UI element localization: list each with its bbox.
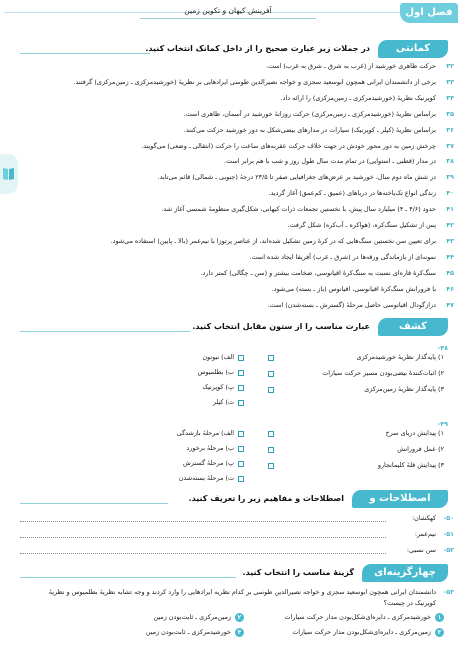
- definition-term: سن نسبی:: [406, 546, 436, 554]
- section-title: در جملات زیر عبارت صحیح را از داخل کمانک انتخاب کنید.: [145, 44, 370, 53]
- chapter-tab: فصل اول: [400, 3, 458, 23]
- statement-number: ۳۷: [446, 141, 454, 150]
- option-number-badge[interactable]: ۳: [435, 628, 444, 637]
- option-text[interactable]: زمین‌مرکزی ـ ثابت‌بودن زمین: [153, 613, 231, 621]
- matching-left-item: ۲) اثبات‌کنندهٔ بیضی‌بودن مسیر حرکت سیارات: [322, 369, 444, 377]
- statement-number: ۳۶: [446, 125, 454, 134]
- matching-left-item: ۲) عمل فرورانش: [397, 445, 444, 453]
- statement-number: ۳۸: [446, 157, 454, 166]
- statement-text: حرکت ظاهری خورشید از (غرب به شرق ـ شرق به غرب) است.: [265, 62, 436, 70]
- section-rule: [20, 503, 168, 504]
- option-text[interactable]: زمین‌مرکزی ـ دایره‌ای‌شکل‌بودن مدار حرکت سیارات: [292, 628, 431, 636]
- chapter-title: آفرینش کیهان و تکوین زمین: [140, 4, 316, 18]
- statement-number: ۴۷: [446, 300, 454, 309]
- matching-left-item: ۳) پایه‌گذار نظریهٔ زمین‌مرکزی: [364, 385, 444, 393]
- question-text-cont: کوپرنیک در چیست؟: [383, 599, 436, 607]
- statement-text: برخی از دانشمندان ایرانی همچون ابوسعید سجزی و خواجه نصیرالدین طوسی ایرادهایی بر نظریهٔ (خورشیدمرکزی ـ زمین‌مرکزی) گرفتند.: [73, 77, 436, 86]
- section-rule: [20, 577, 236, 578]
- statement-text: کوپرنیک نظریهٔ (خورشیدمرکزی ـ زمین‌مرکزی) را ارائه داد.: [280, 93, 436, 102]
- section-badge: اصطلاحات و تعاریف: [352, 490, 448, 508]
- statement-text: زندگی انواع تک‌یاخته‌ها در دریاهای (عمیق ـ کم‌عمق) آغاز گردید.: [268, 189, 436, 198]
- section-rule: [20, 53, 150, 54]
- book-icon: [2, 166, 15, 182]
- option-text[interactable]: خورشیدمرکزی ـ ثابت‌بودن زمین: [145, 628, 231, 636]
- option-text[interactable]: خورشیدمرکزی ـ دایره‌ای‌شکل‌بودن مدار حرکت سیارات: [284, 613, 431, 621]
- statement-text: با فرورانش سنگ‌کرهٔ اقیانوسی، اقیانوس (باز ـ بسته) می‌شود.: [271, 284, 436, 293]
- matching-right-item: پ) کوپرنیک: [202, 383, 234, 391]
- matching-right-item: الف) مرحلهٔ بازشدگی: [176, 429, 234, 437]
- question-number: ۴۸-: [437, 344, 448, 352]
- statement-text: براساس نظریهٔ (کپلر ـ کوپرنیک) سیارات در مدارهای بیضی‌شکل به دور خورشید حرکت می‌کنند.: [183, 125, 436, 134]
- section-title: عبارت مناسب را از ستون مقابل انتخاب کنید.: [192, 322, 370, 331]
- answer-checkbox[interactable]: [238, 355, 244, 361]
- statement-text: چرخش زمین به دور محور خودش در جهت خلاف حرکت عقربه‌های ساعت را حرکت (انتقالی ـ وضعی) می‌گویند.: [141, 141, 436, 150]
- section-banner-multiple-choice: [20, 564, 448, 582]
- statement-text: دراز‌گودال اقیانوسی حاصل مرحلهٔ (گسترش ـ بسته‌شدن) است.: [267, 300, 436, 309]
- matching-left-item: ۱) پایه‌گذار نظریهٔ خورشیدمرکزی: [356, 353, 444, 361]
- section-title: گزینهٔ مناسب را انتخاب کنید.: [242, 568, 354, 577]
- statement-text: براساس نظریهٔ (خورشیدمرکزی ـ زمین‌مرکزی) حرکت روزانهٔ خورشید در آسمان، ظاهری است.: [183, 109, 436, 118]
- statement-text: در شش ماه دوم سال، خورشید بر عرض‌های جغرافیایی صفر تا ۲۳/۵ درجهٔ (جنوبی ـ شمالی) قائم می‌تابد.: [157, 173, 436, 182]
- statement-number: ۴۴: [446, 252, 454, 261]
- matching-right-item: ب) مرحلهٔ برخورد: [186, 444, 234, 452]
- matching-right-item: ب) بطلمیوس: [197, 368, 234, 376]
- section-badge: کمانتی: [378, 40, 448, 58]
- matching-left-item: ۳) پیدایش قلهٔ کلیمانجارو: [377, 461, 444, 469]
- definition-number: ۵۰-: [443, 514, 454, 522]
- matching-right-item: پ) مرحلهٔ گسترش: [182, 459, 234, 467]
- matching-right-item: ت) مرحلهٔ بسته‌شدن: [178, 474, 234, 482]
- statement-number: ۴۰: [446, 189, 454, 198]
- answer-checkbox[interactable]: [238, 461, 244, 467]
- matching-right-item: ت) کپلر: [212, 398, 234, 406]
- answer-line[interactable]: [20, 553, 386, 554]
- question-number: ۵۳-: [443, 588, 454, 596]
- section-banner-fill-in: [20, 40, 448, 58]
- question-text: دانشمندان ایرانی همچون ابوسعید سجزی و خواجه نصیرالدین طوسی بر کدام نظریه ایرادهایی را وارد کردند و وجه تشابه نظریهٔ بطلمیوس و نظریهٔ: [48, 588, 436, 596]
- section-rule: [20, 331, 190, 332]
- statement-number: ۳۲: [446, 62, 454, 70]
- statement-text: برای تعیین سن نخستین سنگ‌هایی که در کرهٔ زمین تشکیل شده‌اند، از عناصر پرتوزا با نیم‌عمر (بالا ـ پایین) استفاده می‌شود.: [110, 236, 436, 245]
- question-number: ۴۹-: [437, 420, 448, 428]
- answer-checkbox[interactable]: [268, 387, 274, 393]
- definition-term: کهکشان:: [411, 514, 436, 522]
- option-number-badge[interactable]: ۲: [235, 613, 244, 622]
- answer-checkbox[interactable]: [268, 463, 274, 469]
- statement-text: حدود (۴/۶ ـ ۴) میلیارد سال پیش، با نخستین تجمعات ذرات کیهانی، شکل‌گیری منظومهٔ شمسی آغاز شد.: [161, 205, 436, 214]
- statement-number: ۴۲: [446, 221, 454, 229]
- section-badge: چهارگزینه‌ای: [362, 564, 448, 582]
- option-number-badge[interactable]: ۴: [235, 628, 244, 637]
- answer-checkbox[interactable]: [268, 355, 274, 361]
- statement-number: ۳۳: [446, 77, 454, 86]
- answer-checkbox[interactable]: [238, 385, 244, 391]
- statement-number: ۴۱: [446, 205, 454, 214]
- statement-text: نمونه‌ای از بازماندگی ورقه‌ها در (شرق ـ غرب) آفریقا ایجاد شده است.: [249, 252, 436, 261]
- matching-left-item: ۱) پیدایش دریای سرخ: [385, 429, 444, 437]
- answer-line[interactable]: [20, 537, 386, 538]
- matching-right-item: الف) نیوتون: [202, 353, 234, 361]
- statement-number: ۴۳: [446, 236, 454, 245]
- answer-checkbox[interactable]: [238, 370, 244, 376]
- definition-number: ۵۱-: [443, 530, 454, 538]
- option-number-badge[interactable]: ۱: [435, 613, 444, 622]
- definition-number: ۵۲-: [443, 546, 454, 554]
- side-tab[interactable]: [0, 154, 18, 194]
- statement-text: پس از تشکیل سنگ‌کره، (هواکره ـ آب‌کره) شکل گرفت.: [287, 221, 436, 229]
- answer-checkbox[interactable]: [238, 431, 244, 437]
- statement-number: ۳۴: [446, 93, 454, 102]
- statement-text: سنگ‌کرهٔ قاره‌ای نسبت به سنگ‌کرهٔ اقیانوسی، ضخامت بیشتر و (سن ـ چگالی) کمتر دارد.: [200, 268, 436, 277]
- statement-number: ۴۵: [446, 268, 454, 277]
- statement-text: در مدار (قطبی ـ استوایی) در تمام مدت سال طول روز و شب با هم برابر است.: [224, 157, 436, 166]
- answer-checkbox[interactable]: [238, 400, 244, 406]
- answer-checkbox[interactable]: [268, 371, 274, 377]
- answer-line[interactable]: [20, 521, 386, 522]
- statement-number: ۳۵: [446, 109, 454, 118]
- answer-checkbox[interactable]: [268, 447, 274, 453]
- definition-term: نیم‌عمر:: [414, 530, 436, 538]
- section-badge: کشف ارتباط: [378, 318, 448, 336]
- answer-checkbox[interactable]: [268, 431, 274, 437]
- section-title: اصطلاحات و مفاهیم زیر را تعریف کنید.: [188, 494, 344, 503]
- answer-checkbox[interactable]: [238, 446, 244, 452]
- statement-number: ۳۹: [446, 173, 454, 182]
- statement-number: ۴۶: [446, 284, 454, 293]
- answer-checkbox[interactable]: [238, 476, 244, 482]
